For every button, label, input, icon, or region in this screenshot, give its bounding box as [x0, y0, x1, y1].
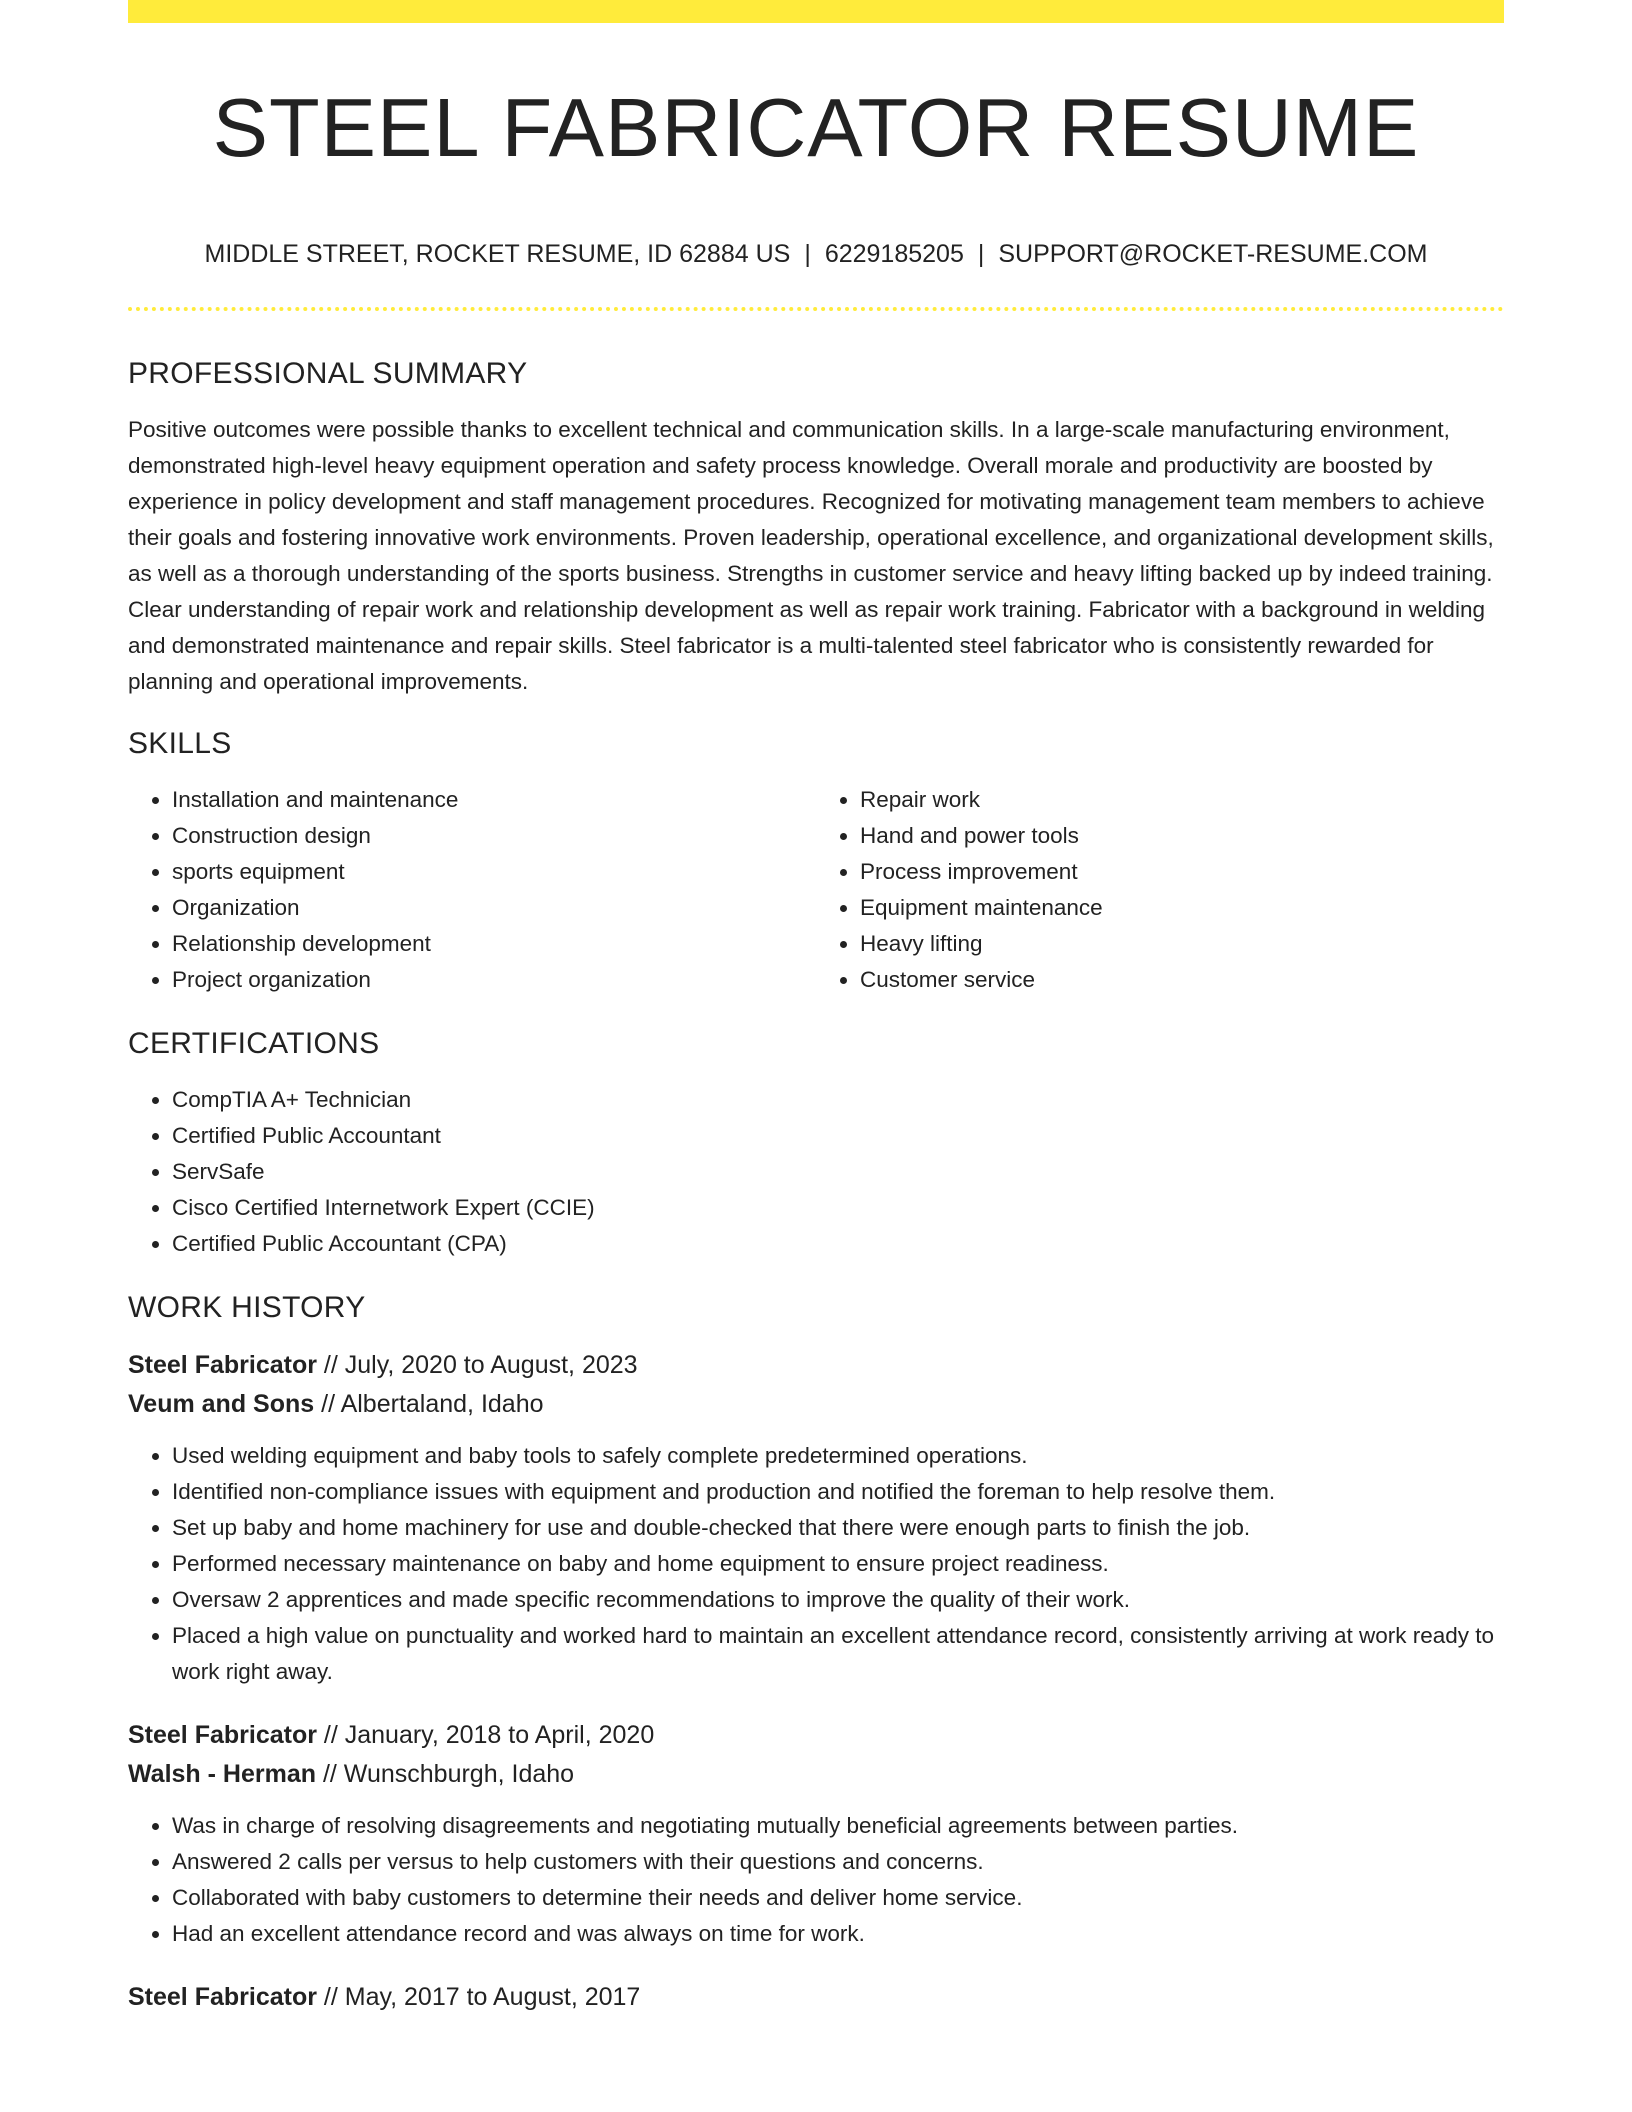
summary-section	[128, 352, 1504, 700]
skill-item: • Project organization	[172, 962, 816, 998]
certification-item: • CompTIA A+ Technician	[172, 1082, 1504, 1118]
job-dates: // July, 2020 to August, 2023	[323, 1351, 638, 1379]
skills-list-left	[128, 782, 816, 998]
skill-item: • Organization	[172, 890, 816, 926]
dotted-divider	[128, 307, 1504, 311]
work-history-section	[128, 1286, 1504, 2017]
job-title: Steel Fabricator	[128, 1351, 317, 1379]
job-duties-list	[128, 1438, 1504, 1690]
job-duty: • Had an excellent attendance record and was always on time for work.	[172, 1916, 1504, 1952]
job-duty: • Identified non-compliance issues with equipment and production and notified the foreman to help resolve them.	[172, 1474, 1504, 1510]
job-duty: • Was in charge of resolving disagreements and negotiating mutually beneficial agreements between parties.	[172, 1808, 1504, 1844]
resume-body	[128, 352, 1504, 2043]
skills-list-right	[816, 782, 1504, 998]
contact-address: MIDDLE STREET, ROCKET RESUME, ID 62884 US	[204, 240, 791, 268]
job-location: // Wunschburgh, Idaho	[322, 1760, 575, 1788]
job-dates: // January, 2018 to April, 2020	[323, 1721, 655, 1749]
job-entry	[128, 1978, 1504, 2017]
job-company: Veum and Sons	[128, 1390, 315, 1418]
job-duty: • Set up baby and home machinery for use and double-checked that there were enough parts to finish the job.	[172, 1510, 1504, 1546]
skill-item: • Process improvement	[860, 854, 1504, 890]
skill-item: • Installation and maintenance	[172, 782, 816, 818]
summary-heading: PROFESSIONAL SUMMARY	[128, 357, 528, 390]
job-company-line	[128, 1385, 1504, 1424]
job-duty: • Oversaw 2 apprentices and made specific recommendations to improve the quality of their work.	[172, 1582, 1504, 1618]
certifications-section	[128, 1022, 1504, 1262]
job-dates: // May, 2017 to August, 2017	[323, 1983, 641, 2011]
skill-item: • Heavy lifting	[860, 926, 1504, 962]
job-entry	[128, 1346, 1504, 1690]
certification-item: • Cisco Certified Internetwork Expert (CCIE)	[172, 1190, 1504, 1226]
contact-phone: 6229185205	[824, 240, 964, 268]
job-title: Steel Fabricator	[128, 1721, 317, 1749]
skills-heading: SKILLS	[128, 727, 232, 760]
contact-separator: |	[804, 240, 811, 268]
contact-email: SUPPORT@ROCKET-RESUME.COM	[998, 240, 1428, 268]
certification-item: • Certified Public Accountant	[172, 1118, 1504, 1154]
certification-item: • ServSafe	[172, 1154, 1504, 1190]
summary-text: Positive outcomes were possible thanks to excellent technical and communication skills. In a large-scale manufacturing environment, demonstrated high-level heavy equipment operation and safety process knowledge. Overall morale and productivity are boosted by experience in policy development and staff management procedures. Recognized for motivating management team members to achieve their goals and fostering innovative work environments. Proven leadership, operational excellence, and organizational development skills, as well as a thorough understanding of the sports business. Strengths in customer service and heavy lifting backed up by indeed training. Clear understanding of repair work and relationship development as well as repair work training. Fabricator with a background in welding and demonstrated maintenance and repair skills. Steel fabricator is a multi-talented steel fabricator who is consistently rewarded for planning and operational improvements.	[128, 417, 1494, 694]
job-company-line	[128, 1755, 1504, 1794]
job-duty: • Used welding equipment and baby tools to safely complete predetermined operations.	[172, 1438, 1504, 1474]
skill-item: • Repair work	[860, 782, 1504, 818]
resume-title: STEEL FABRICATOR RESUME	[212, 81, 1420, 174]
job-title: Steel Fabricator	[128, 1983, 317, 2011]
top-accent-bar	[128, 0, 1504, 23]
job-duties-list	[128, 1808, 1504, 1952]
work-history-heading: WORK HISTORY	[128, 1291, 366, 1324]
job-entry	[128, 1716, 1504, 1952]
skill-item: • sports equipment	[172, 854, 816, 890]
skill-item: • Hand and power tools	[860, 818, 1504, 854]
certifications-heading: CERTIFICATIONS	[128, 1027, 380, 1060]
job-company: Walsh - Herman	[128, 1760, 317, 1788]
job-duty: • Performed necessary maintenance on baby and home equipment to ensure project readiness.	[172, 1546, 1504, 1582]
certification-item: • Certified Public Accountant (CPA)	[172, 1226, 1504, 1262]
job-duty: • Collaborated with baby customers to determine their needs and deliver home service.	[172, 1880, 1504, 1916]
job-title-line	[128, 1716, 1504, 1755]
contact-separator: |	[977, 240, 985, 268]
job-duty: • Placed a high value on punctuality and worked hard to maintain an excellent attendance record, consistently arriving at work ready to work right away.	[172, 1618, 1504, 1690]
skill-item: • Relationship development	[172, 926, 816, 962]
certifications-list	[128, 1082, 1504, 1262]
skill-item: • Equipment maintenance	[860, 890, 1504, 926]
job-location: // Albertaland, Idaho	[321, 1390, 544, 1418]
skill-item: • Customer service	[860, 962, 1504, 998]
job-duty: • Answered 2 calls per versus to help customers with their questions and concerns.	[172, 1844, 1504, 1880]
skills-grid	[128, 782, 1504, 998]
contact-line	[128, 236, 1504, 272]
job-title-line	[128, 1978, 1504, 2017]
job-title-line	[128, 1346, 1504, 1385]
skill-item: • Construction design	[172, 818, 816, 854]
skills-section	[128, 722, 1504, 998]
